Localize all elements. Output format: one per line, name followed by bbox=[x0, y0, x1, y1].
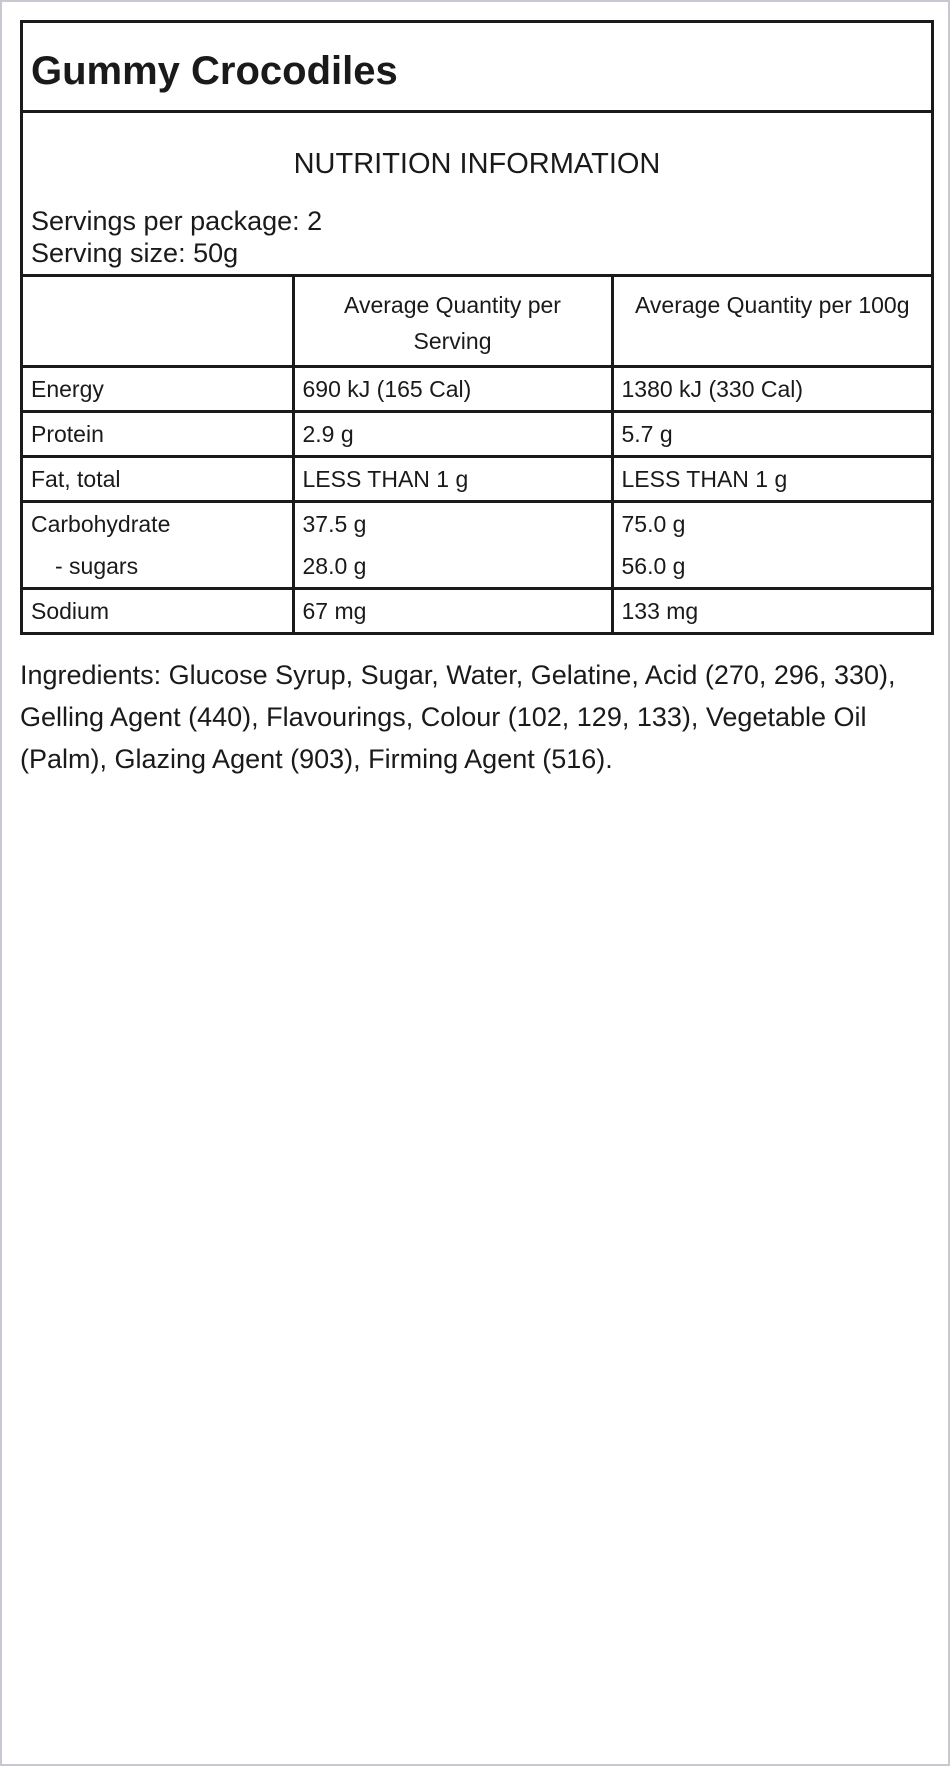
nutrient-name: Energy bbox=[23, 367, 293, 412]
nutrition-title: NUTRITION INFORMATION bbox=[293, 148, 661, 180]
sub-nutrient-name: - sugars bbox=[55, 553, 139, 579]
per-100g-value: 1380 kJ (330 Cal) bbox=[612, 367, 931, 412]
servings-block bbox=[31, 205, 923, 269]
table-row bbox=[23, 589, 931, 633]
nutrition-header bbox=[23, 113, 931, 277]
table-row bbox=[23, 502, 931, 589]
per-100g-value: 133 mg bbox=[612, 589, 931, 633]
table-row bbox=[23, 457, 931, 502]
nutrition-table bbox=[23, 277, 931, 632]
per-100g-value: 5.7 g bbox=[612, 412, 931, 457]
per-serving-value: LESS THAN 1 g bbox=[293, 457, 612, 502]
header-per-100g: Average Quantity per 100g bbox=[612, 277, 931, 367]
serving-size: Serving size: 50g bbox=[31, 237, 239, 268]
per-serving-group bbox=[293, 502, 612, 589]
ingredients-text: Ingredients: Glucose Syrup, Sugar, Water, Gelatine, Acid (270, 296, 330), Gelling Agent (440), Flavourings, Colour (102, 129, 133), Vegetable Oil (Palm), Glazing Agent (903), Firming Agent (516). bbox=[20, 660, 896, 774]
per-100g-value: LESS THAN 1 g bbox=[612, 457, 931, 502]
per-serving-value: 690 kJ (165 Cal) bbox=[293, 367, 612, 412]
nutrient-name: Sodium bbox=[23, 589, 293, 633]
per-serving-value: 37.5 g bbox=[302, 511, 367, 537]
nutrient-name-group bbox=[23, 502, 293, 589]
per-serving-value: 2.9 g bbox=[293, 412, 612, 457]
sub-per-serving-value: 28.0 g bbox=[302, 553, 367, 579]
header-nutrient bbox=[23, 277, 293, 367]
product-name: Gummy Crocodiles bbox=[23, 23, 931, 113]
table-row bbox=[23, 367, 931, 412]
nutrient-name: Carbohydrate bbox=[31, 511, 171, 537]
per-100g-value: 75.0 g bbox=[621, 511, 686, 537]
nutrient-name: Fat, total bbox=[23, 457, 293, 502]
servings-per-package: Servings per package: 2 bbox=[31, 205, 323, 236]
sub-per-100g-value: 56.0 g bbox=[621, 553, 686, 579]
per-serving-value: 67 mg bbox=[293, 589, 612, 633]
table-row bbox=[23, 412, 931, 457]
nutrient-name: Protein bbox=[23, 412, 293, 457]
nutrition-label bbox=[20, 20, 934, 635]
per-100g-group bbox=[612, 502, 931, 589]
header-per-serving: Average Quantity per Serving bbox=[293, 277, 612, 367]
table-header-row bbox=[23, 277, 931, 367]
